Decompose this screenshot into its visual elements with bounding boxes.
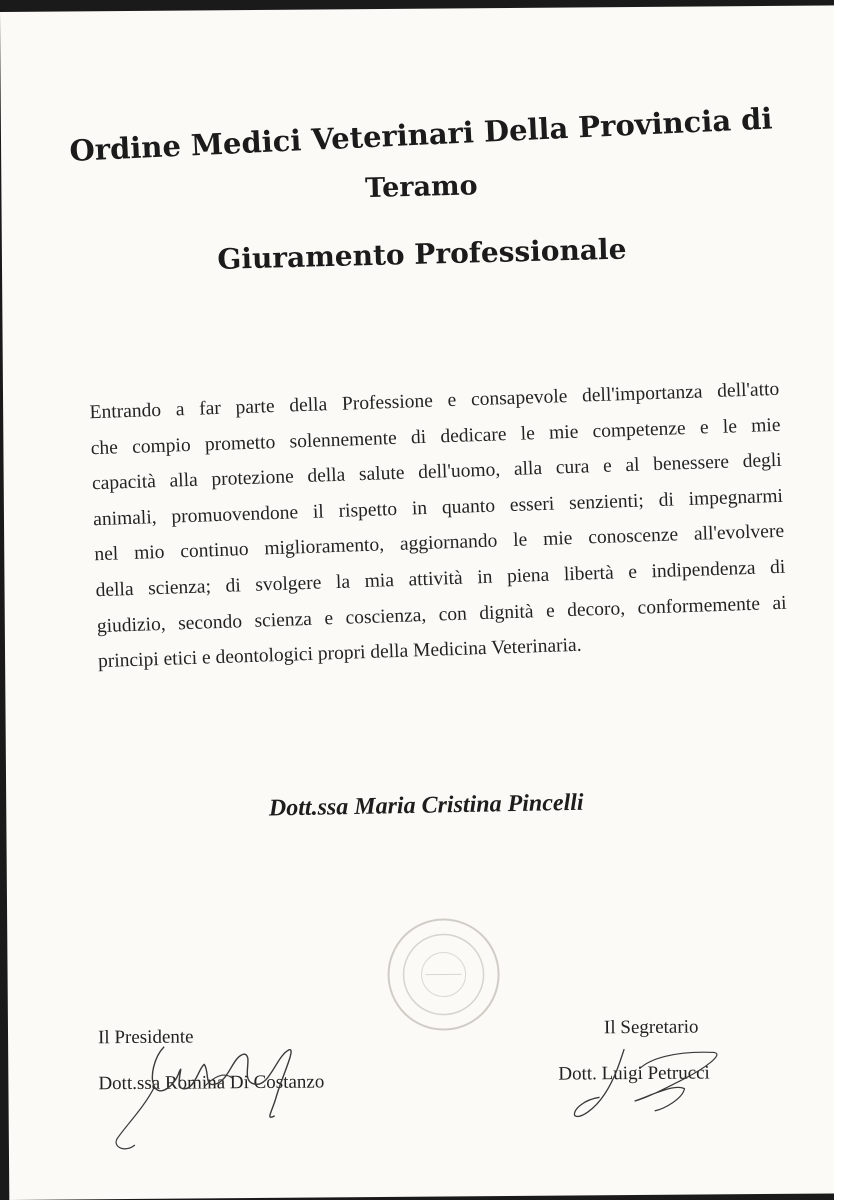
document-title: Giuramento Professionale: [217, 232, 627, 276]
secretary-handwritten-signature: [564, 1038, 745, 1139]
secretary-role-label: Il Segretario: [603, 1016, 699, 1039]
oath-line: nel mio continuo miglioramento, aggiornando le mie conoscenze all'evolvere: [94, 521, 785, 566]
secretary-name: Dott. Luigi Petrucci: [558, 1062, 710, 1085]
oath-line: che compio prometto solennemente di dedicare le mie competenze e le mie: [90, 414, 781, 459]
oath-line: della scienza; di svolgere la mia attività in piena libertà e indipendenza di: [95, 556, 786, 602]
document-page: [0, 5, 848, 1200]
president-handwritten-signature: [104, 1025, 335, 1157]
president-role-label: Il Presidente: [97, 1026, 194, 1049]
oath-line: animali, promuovendone il rispetto in quanto esseri senzienti; di impegnarmi: [92, 485, 784, 531]
oath-taker-name: Dott.ssa Maria Cristina Pincelli: [268, 789, 584, 822]
oath-text: [89, 372, 788, 680]
president-name: Dott.ssa Romina Di Costanzo: [98, 1071, 325, 1095]
scan-edge: [834, 0, 848, 1200]
oath-line: capacità alla protezione della salute dell'uomo, alla cura e al benessere degli: [91, 449, 782, 495]
oath-line: giudizio, secondo scienza e coscienza, con dignità e decoro, conformemente ai: [96, 592, 787, 637]
oath-line: principi etici e deontologici propri della Medicina Veterinaria.: [97, 634, 582, 673]
oath-line: Entrando a far parte della Professione e consapevole dell'importanza dell'atto: [89, 378, 780, 424]
embossed-stamp-seal: [383, 914, 504, 1035]
organization-name-line2: Teramo: [364, 170, 478, 205]
organization-name-line1: Ordine Medici Veterinari Della Provincia di: [68, 101, 774, 168]
